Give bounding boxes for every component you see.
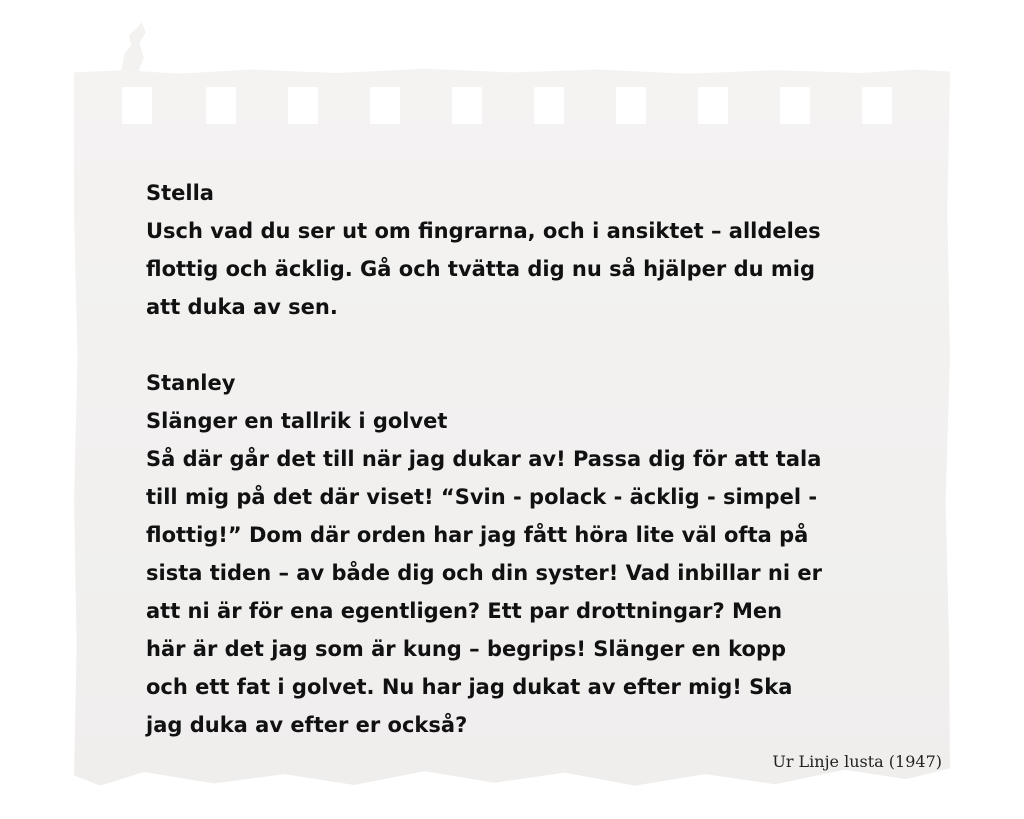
speaker-name-stella: Stella xyxy=(146,181,214,205)
binding-hole xyxy=(206,86,236,124)
dialogue-line: flottig och äcklig. Gå och tvätta dig nu så hjälper du mig xyxy=(146,257,815,281)
dialogue-line: Så där går det till när jag dukar av! Passa dig för att tala xyxy=(146,447,822,471)
dialogue-line: sista tiden – av både dig och din syster! Vad inbillar ni er xyxy=(146,561,822,585)
speaker-name-stanley: Stanley xyxy=(146,371,236,395)
binding-holes xyxy=(122,86,902,126)
binding-hole xyxy=(616,86,646,124)
dialogue-line: flottig!” Dom där orden har jag fått höra lite väl ofta på xyxy=(146,523,809,547)
paragraph-gap xyxy=(146,326,906,364)
dialogue-line: Usch vad du ser ut om fingrarna, och i ansiktet – alldeles xyxy=(146,219,821,243)
dialogue-line: här är det jag som är kung – begrips! Slänger en kopp xyxy=(146,637,787,661)
torn-paper-corner xyxy=(108,22,150,74)
binding-hole xyxy=(370,86,400,124)
stage-direction: Slänger en tallrik i golvet xyxy=(146,409,448,433)
source-caption: Ur Linje lusta (1947) xyxy=(772,752,942,771)
dialogue-line: och ett fat i golvet. Nu har jag dukat av efter mig! Ska xyxy=(146,675,793,699)
dialogue-line: jag duka av efter er också? xyxy=(146,713,468,737)
dialogue-line: att duka av sen. xyxy=(146,295,338,319)
binding-hole xyxy=(122,86,152,124)
binding-hole xyxy=(452,86,482,124)
binding-hole xyxy=(288,86,318,124)
binding-hole xyxy=(862,86,892,124)
binding-hole xyxy=(780,86,810,124)
dialogue-text xyxy=(146,174,906,744)
dialogue-line: att ni är för ena egentligen? Ett par drottningar? Men xyxy=(146,599,783,623)
binding-hole xyxy=(698,86,728,124)
dialogue-line: till mig på det där viset! “Svin - polack - äcklig - simpel - xyxy=(146,485,818,509)
binding-hole xyxy=(534,86,564,124)
